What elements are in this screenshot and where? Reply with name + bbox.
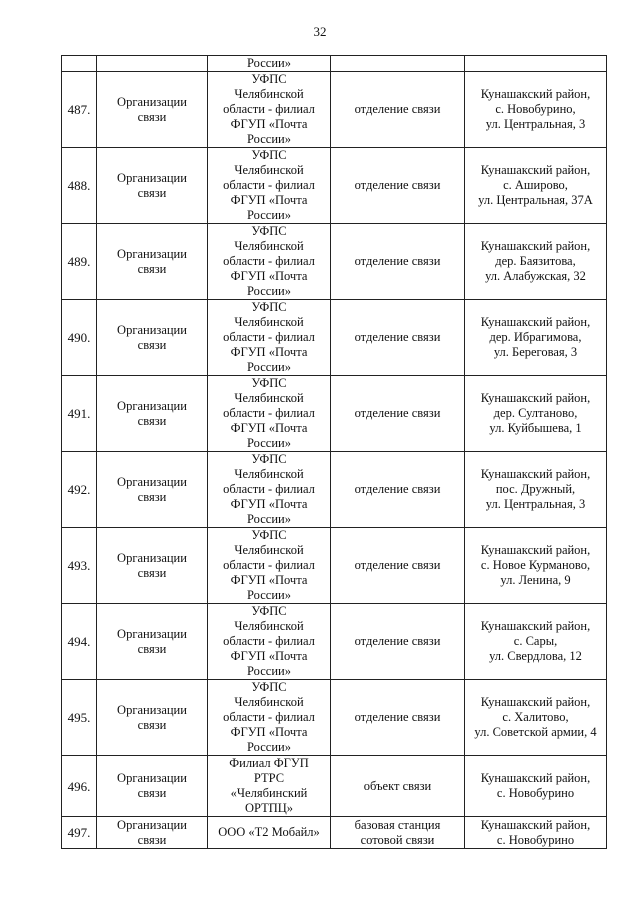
row-number-cell: 492. <box>62 452 97 528</box>
category-cell: Организации связи <box>97 756 208 817</box>
address-cell: Кунашакский район, с. Новое Курманово, ул. Ленина, 9 <box>465 528 607 604</box>
object-type-cell: отделение связи <box>331 604 465 680</box>
organization-cell: ООО «Т2 Мобайл» <box>208 817 331 849</box>
organization-cell: УФПС Челябинской области - филиал ФГУП «Почта России» <box>208 376 331 452</box>
category-cell: Организации связи <box>97 604 208 680</box>
table-row <box>62 452 607 528</box>
address-cell: Кунашакский район, дер. Баязитова, ул. Алабужская, 32 <box>465 224 607 300</box>
object-type-cell: отделение связи <box>331 452 465 528</box>
address-cell: Кунашакский район, с. Сары, ул. Свердлова, 12 <box>465 604 607 680</box>
row-number-cell: 496. <box>62 756 97 817</box>
object-type-cell: отделение связи <box>331 224 465 300</box>
organization-cell: УФПС Челябинской области - филиал ФГУП «Почта России» <box>208 72 331 148</box>
category-cell: Организации связи <box>97 224 208 300</box>
row-number-cell: 488. <box>62 148 97 224</box>
organization-cell: УФПС Челябинской области - филиал ФГУП «Почта России» <box>208 300 331 376</box>
object-type-cell: отделение связи <box>331 300 465 376</box>
address-cell: Кунашакский район, пос. Дружный, ул. Центральная, 3 <box>465 452 607 528</box>
address-cell: Кунашакский район, с. Новобурино <box>465 817 607 849</box>
object-type-cell <box>331 56 465 72</box>
row-number-cell: 489. <box>62 224 97 300</box>
address-cell: Кунашакский район, с. Новобурино <box>465 756 607 817</box>
continuation-row <box>62 56 607 72</box>
address-cell: Кунашакский район, с. Аширово, ул. Центральная, 37А <box>465 148 607 224</box>
organization-cell: УФПС Челябинской области - филиал ФГУП «Почта России» <box>208 604 331 680</box>
address-cell: Кунашакский район, дер. Султаново, ул. Куйбышева, 1 <box>465 376 607 452</box>
address-cell: Кунашакский район, с. Халитово, ул. Советской армии, 4 <box>465 680 607 756</box>
row-number-cell: 497. <box>62 817 97 849</box>
row-number-cell: 494. <box>62 604 97 680</box>
table-row <box>62 604 607 680</box>
category-cell: Организации связи <box>97 528 208 604</box>
object-type-cell: отделение связи <box>331 376 465 452</box>
row-number-cell: 493. <box>62 528 97 604</box>
category-cell <box>97 56 208 72</box>
table-row <box>62 528 607 604</box>
table-row <box>62 148 607 224</box>
row-number-cell: 487. <box>62 72 97 148</box>
organization-cell: УФПС Челябинской области - филиал ФГУП «Почта России» <box>208 224 331 300</box>
table-row <box>62 756 607 817</box>
category-cell: Организации связи <box>97 680 208 756</box>
object-type-cell: отделение связи <box>331 148 465 224</box>
organization-cell: УФПС Челябинской области - филиал ФГУП «Почта России» <box>208 680 331 756</box>
address-cell: Кунашакский район, дер. Ибрагимова, ул. Береговая, 3 <box>465 300 607 376</box>
organization-cell: УФПС Челябинской области - филиал ФГУП «Почта России» <box>208 452 331 528</box>
row-number-cell: 491. <box>62 376 97 452</box>
address-cell <box>465 56 607 72</box>
organization-cell: УФПС Челябинской области - филиал ФГУП «Почта России» <box>208 148 331 224</box>
object-type-cell: базовая станция сотовой связи <box>331 817 465 849</box>
category-cell: Организации связи <box>97 300 208 376</box>
row-number-cell: 490. <box>62 300 97 376</box>
organization-cell: России» <box>208 56 331 72</box>
row-number-cell <box>62 56 97 72</box>
object-type-cell: отделение связи <box>331 680 465 756</box>
object-type-cell: отделение связи <box>331 528 465 604</box>
category-cell: Организации связи <box>97 376 208 452</box>
table-row <box>62 300 607 376</box>
table-row <box>62 376 607 452</box>
category-cell: Организации связи <box>97 452 208 528</box>
table-row <box>62 224 607 300</box>
object-type-cell: отделение связи <box>331 72 465 148</box>
page-number: 32 <box>313 24 327 39</box>
category-cell: Организации связи <box>97 817 208 849</box>
organization-cell: Филиал ФГУП РТРС «Челябинский ОРТПЦ» <box>208 756 331 817</box>
organization-cell: УФПС Челябинской области - филиал ФГУП «Почта России» <box>208 528 331 604</box>
row-number-cell: 495. <box>62 680 97 756</box>
category-cell: Организации связи <box>97 72 208 148</box>
object-type-cell: объект связи <box>331 756 465 817</box>
table-row <box>62 817 607 849</box>
registry-table <box>61 55 607 849</box>
address-cell: Кунашакский район, с. Новобурино, ул. Центральная, 3 <box>465 72 607 148</box>
category-cell: Организации связи <box>97 148 208 224</box>
table-row <box>62 680 607 756</box>
table-row <box>62 72 607 148</box>
